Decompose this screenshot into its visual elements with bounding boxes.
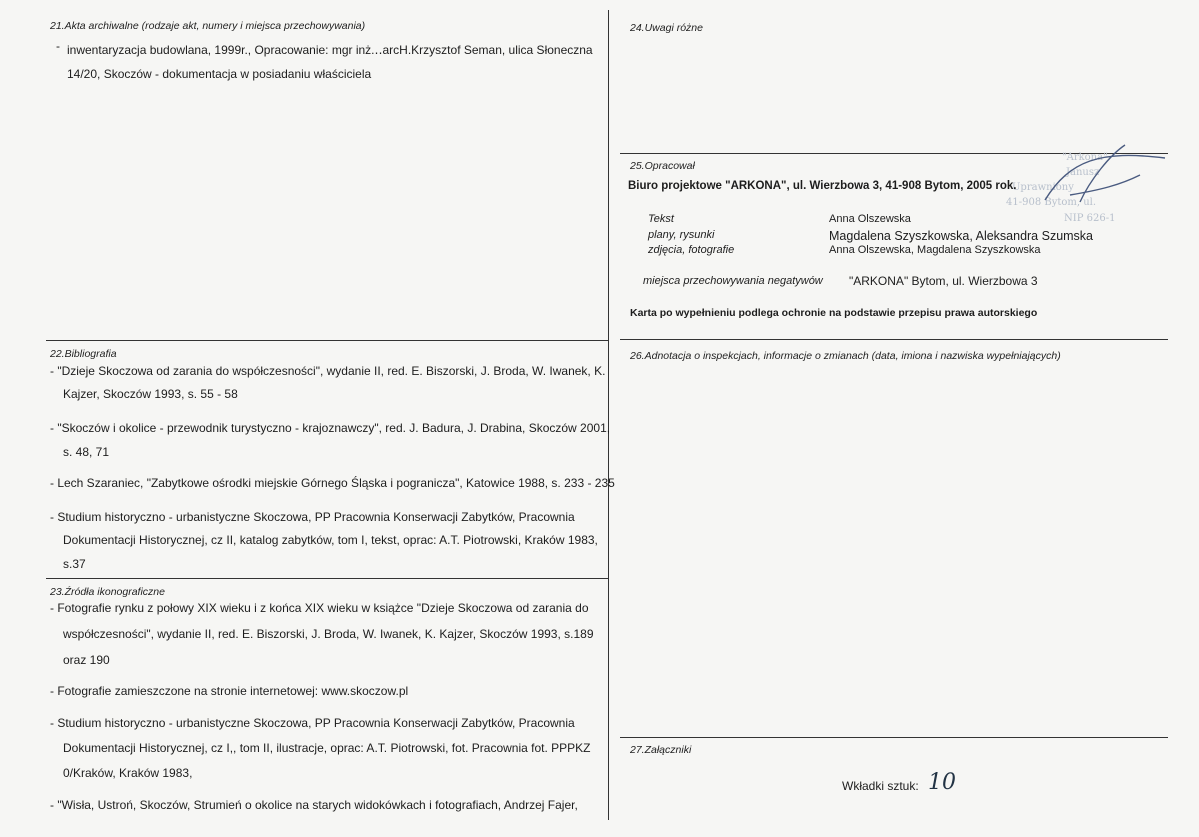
stamp-line-1: "Arkona" [1062, 152, 1108, 163]
negatives-label: miejsca przechowywania negatywów [643, 275, 823, 287]
bibliography-line-2: Kajzer, Skoczów 1993, s. 55 - 58 [63, 387, 238, 401]
prepared-name-2: Magdalena Szyszkowska, Aleksandra Szumska [829, 229, 1094, 243]
prepared-label: 25.Opracował [630, 160, 695, 172]
remarks-label: 24.Uwagi różne [630, 22, 703, 34]
prepared-role-1: Tekst [648, 213, 674, 225]
copyright-note: Karta po wypełnieniu podlega ochronie na podstawie przepisu prawa autorskiego [630, 307, 1038, 319]
prepared-office: Biuro projektowe "ARKONA", ul. Wierzbowa 3, 41-908 Bytom, 2005 rok. [628, 180, 1017, 192]
section-divider-21-22 [46, 340, 608, 341]
annotation-label: 26.Adnotacja o inspekcjach, informacje o zmianach (data, imiona i nazwiska wypełniających) [630, 350, 1061, 362]
stamp-line-4: 41-908 Bytom, ul. [1006, 197, 1097, 208]
prepared-name-3: Anna Olszewska, Magdalena Szyszkowska [829, 244, 1041, 256]
attachments-count-value: 10 [928, 770, 956, 795]
iconography-line-7: 0/Kraków, Kraków 1983, [63, 766, 193, 780]
bibliography-line-1: - "Dzieje Skoczowa od zarania do współczesności", wydanie II, red. E. Biszorski, J. Broda, W. Iwanek, K. [50, 364, 606, 378]
attachments-count-label: Wkładki sztuk: [842, 779, 919, 793]
iconography-line-4: - Fotografie zamieszczone na stronie internetowej: www.skoczow.pl [50, 684, 409, 698]
bibliography-line-6: - Studium historyczno - urbanistyczne Skoczowa, PP Pracownia Konserwacji Zabytków, Pracownia [50, 510, 575, 524]
prepared-name-1: Anna Olszewska [829, 213, 911, 225]
iconography-line-8: - "Wisła, Ustroń, Skoczów, Strumień o okolice na starych widokówkach i fotografiach, Andrzej Fajer, [50, 798, 578, 812]
stamp-line-2: Janusz [1066, 167, 1100, 178]
column-divider [608, 10, 609, 820]
section-divider-25-26 [620, 339, 1168, 340]
iconography-line-2: współczesności", wydanie II, red. E. Biszorski, J. Broda, W. Iwanek, K. Kajzer, Skoczów 1993, s.189 [63, 627, 594, 641]
iconography-label: 23.Źródła ikonograficzne [50, 586, 165, 598]
iconography-line-5: - Studium historyczno - urbanistyczne Skoczowa, PP Pracownia Konserwacji Zabytków, Pracownia [50, 716, 575, 730]
archives-label: 21.Akta archiwalne (rodzaje akt, numery i miejsca przechowywania) [50, 20, 366, 32]
bibliography-line-7: Dokumentacji Historycznej, cz II, katalog zabytków, tom I, tekst, oprac: A.T. Piotrowski, Kraków 1983, [63, 533, 598, 547]
bibliography-line-3: - "Skoczów i okolice - przewodnik turystyczno - krajoznawczy", red. J. Badura, J. Drabina, Skoczów 2001, [50, 421, 611, 435]
section-divider-26-27 [620, 737, 1168, 738]
prepared-role-3: zdjęcia, fotografie [648, 244, 735, 256]
bibliography-label: 22.Bibliografia [50, 348, 117, 360]
bibliography-line-8: s.37 [63, 557, 86, 571]
stamp-line-5: NIP 626-1 [1064, 213, 1116, 224]
bibliography-line-4: s. 48, 71 [63, 445, 110, 459]
section-divider-22-23 [46, 578, 608, 579]
prepared-role-2: plany, rysunki [648, 229, 715, 241]
iconography-line-3: oraz 190 [63, 653, 110, 667]
archives-line-2: 14/20, Skoczów - dokumentacja w posiadaniu właściciela [67, 67, 372, 81]
iconography-line-6: Dokumentacji Historycznej, cz I,, tom II, ilustracje, oprac: A.T. Piotrowski, fot. Pracownia fot. PPPKZ [63, 741, 591, 755]
attachments-label: 27.Załączniki [630, 744, 692, 756]
archives-line-1: inwentaryzacja budowlana, 1999r., Opracowanie: mgr inż.‥arcH.Krzysztof Seman, ulica Słoneczna [67, 43, 593, 57]
negatives-value: "ARKONA" Bytom, ul. Wierzbowa 3 [849, 274, 1038, 288]
stamp-line-3: Uprawniony [1012, 182, 1074, 193]
archives-bullet: - [56, 39, 60, 53]
signature [1040, 140, 1170, 220]
iconography-line-1: - Fotografie rynku z połowy XIX wieku i z końca XIX wieku w książce "Dzieje Skoczowa od zarania do [50, 601, 589, 615]
bibliography-line-5: - Lech Szaraniec, "Zabytkowe ośrodki miejskie Górnego Śląska i pogranicza", Katowice 1988, s. 233 - 235 [50, 476, 615, 490]
